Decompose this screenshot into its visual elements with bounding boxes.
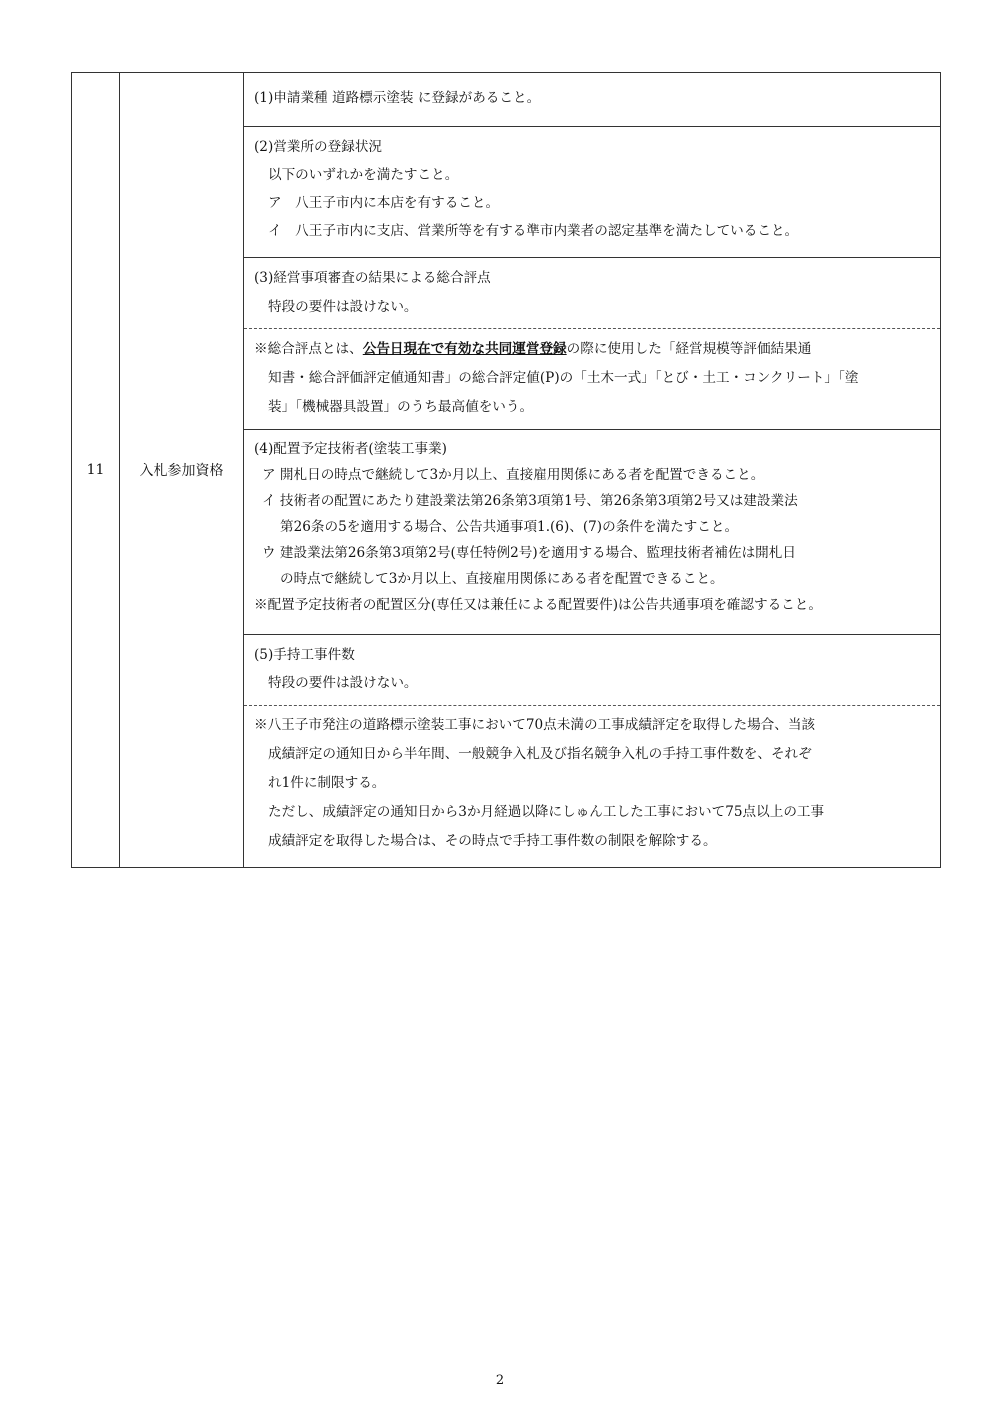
section-4-line-2: イ 技術者の配置にあたり建設業法第26条第3項第1号、第26条第3項第2号又は建設業法	[262, 493, 798, 509]
section-2-line-2: ア 八王子市内に本店を有すること。	[268, 195, 500, 211]
row-label: 入札参加資格	[120, 73, 244, 868]
note-1-emphasis: 公告日現在で有効な共同運営登録	[362, 341, 567, 357]
note-2-line-1: ※八王子市発注の道路標示塗装工事において70点未満の工事成績評定を取得した場合、当該	[254, 717, 816, 733]
section-3-heading: (3)経営事項審査の結果による総合評点	[254, 270, 491, 286]
section-2-heading: (2)営業所の登録状況	[254, 139, 383, 155]
section-4-line-5: の時点で継続して3か月以上、直接雇用関係にある者を配置できること。	[280, 571, 724, 587]
section-2-line-1: 以下のいずれかを満たすこと。	[268, 167, 459, 183]
note-2-line-3: れ1件に制限する。	[268, 775, 386, 791]
section-5-ongoing-projects	[244, 634, 940, 705]
note-project-limit	[244, 705, 940, 867]
section-5-line-1: 特段の要件は設けない。	[268, 675, 418, 691]
section-3-line-1: 特段の要件は設けない。	[268, 299, 418, 315]
note-1-prefix: ※総合評点とは、	[254, 341, 363, 357]
section-4-assigned-engineer	[244, 429, 940, 634]
row-content	[244, 73, 941, 868]
note-1-line-2: 知書・総合評価評定値通知書」の総合評定値(P)の「土木一式」「とび・土工・コンクリート」「塗	[268, 370, 859, 386]
table-row	[72, 73, 941, 868]
section-1-text: (1)申請業種 道路標示塗装 に登録があること。	[254, 90, 541, 106]
note-1-line-3: 装」「機械器具設置」のうち最高値をいう。	[268, 399, 534, 415]
note-2-line-4: ただし、成績評定の通知日から3か月経過以降にしゅん工した工事において75点以上の工事	[268, 804, 825, 820]
note-1-suffix: の際に使用した「経営規模等評価結果通	[566, 341, 812, 357]
section-2-office-registration	[244, 126, 940, 257]
note-2-line-2: 成績評定の通知日から半年間、一般競争入札及び指名競争入札の手持工事件数を、それぞ	[268, 746, 812, 762]
row-number: 11	[72, 73, 120, 868]
section-2-line-3: イ 八王子市内に支店、営業所等を有する準市内業者の認定基準を満たしていること。	[268, 223, 799, 239]
page-number: 2	[495, 1373, 505, 1388]
note-2-line-5: 成績評定を取得した場合は、その時点で手持工事件数の制限を解除する。	[268, 833, 717, 849]
section-5-heading: (5)手持工事件数	[254, 647, 355, 663]
requirements-table	[71, 72, 941, 868]
note-1-line-1	[254, 335, 934, 364]
section-3-total-score	[244, 257, 940, 328]
note-total-score	[244, 328, 940, 429]
section-4-heading: (4)配置予定技術者(塗装工事業)	[254, 441, 447, 457]
section-4-line-3: 第26条の5を適用する場合、公告共通事項1.(6)、(7)の条件を満たすこと。	[280, 519, 739, 535]
section-4-line-4: ウ 建設業法第26条第3項第2号(専任特例2号)を適用する場合、監理技術者補佐は開札日	[262, 545, 796, 561]
section-1-business-type	[244, 73, 940, 126]
section-4-line-6: ※配置予定技術者の配置区分(専任又は兼任による配置要件)は公告共通事項を確認すること。	[254, 597, 822, 613]
section-4-line-1: ア 開札日の時点で継続して3か月以上、直接雇用関係にある者を配置できること。	[262, 467, 765, 483]
